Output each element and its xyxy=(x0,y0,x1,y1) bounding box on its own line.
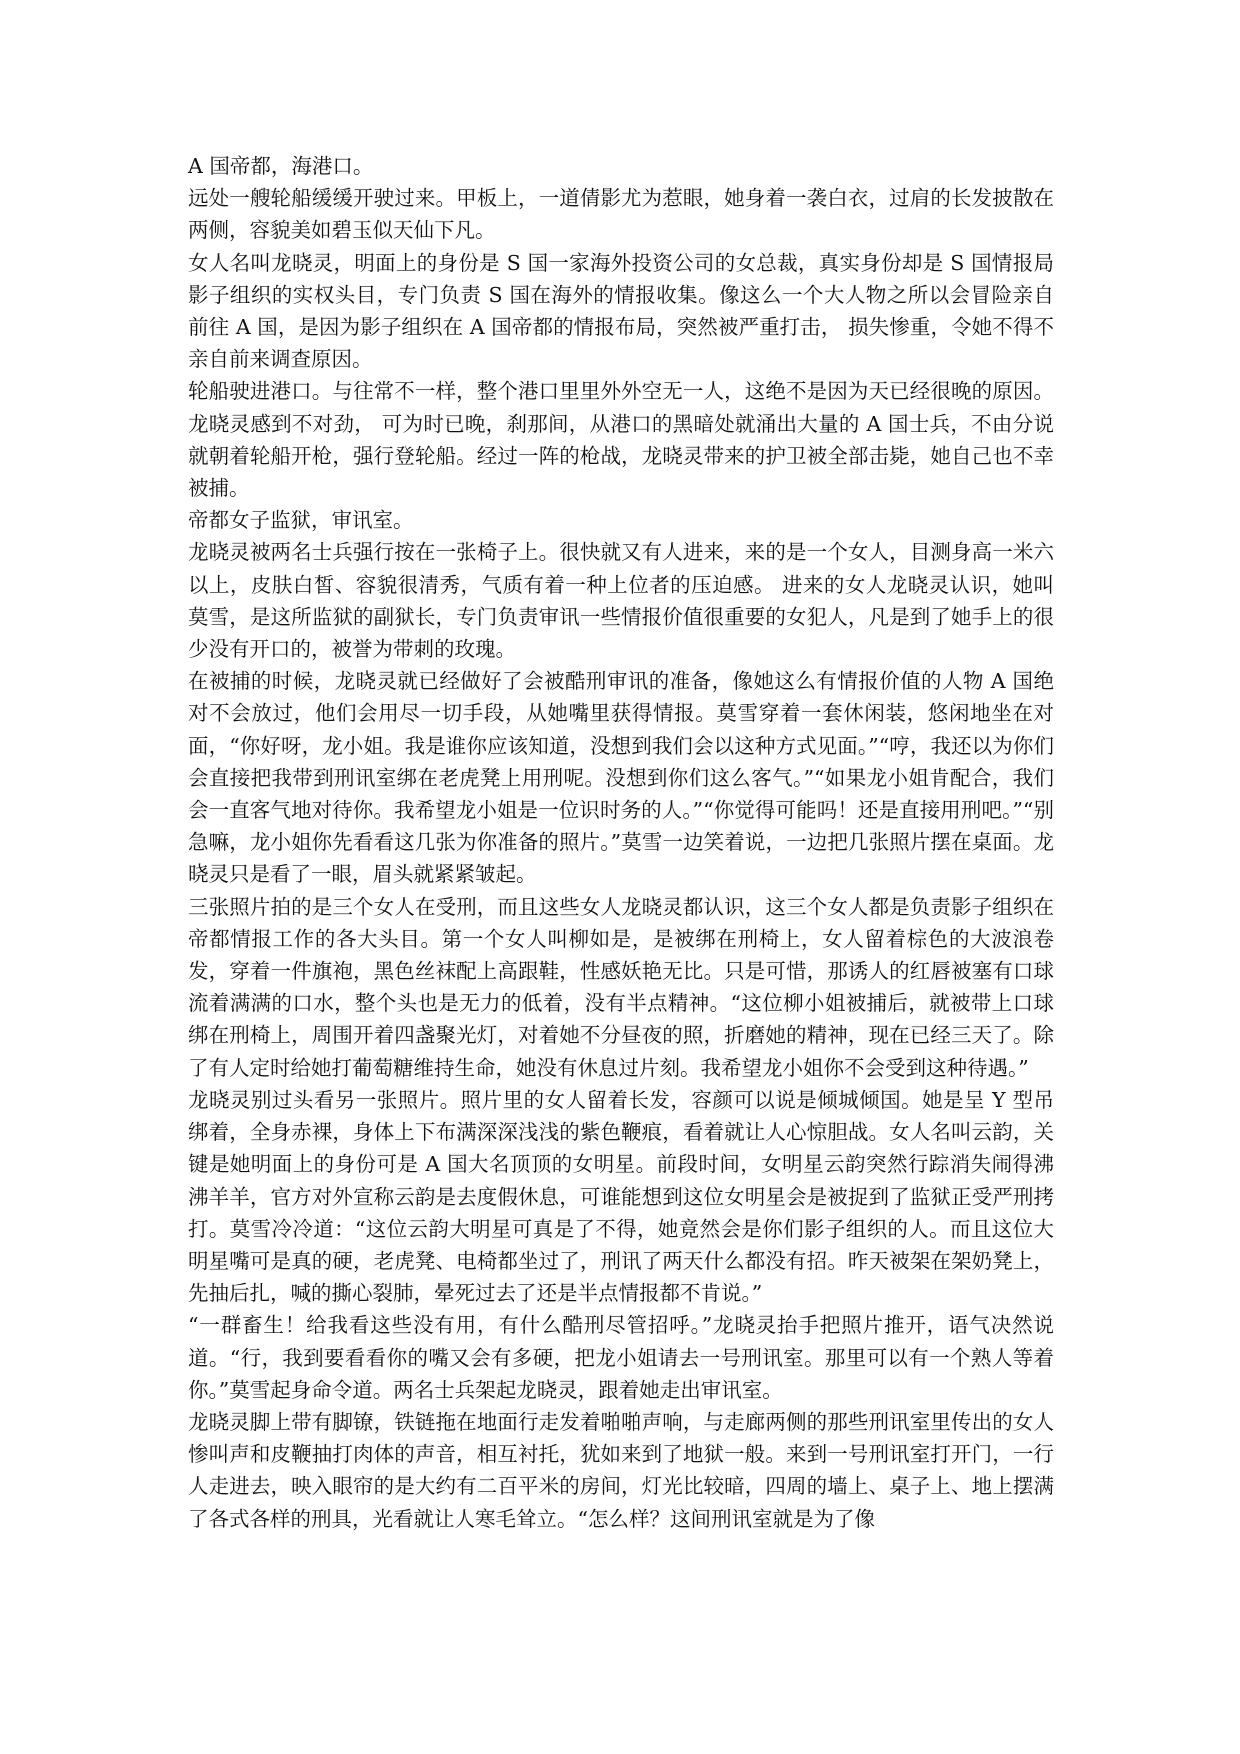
document-page xyxy=(188,150,1054,1535)
paragraph-second-photo: 龙晓灵别过头看另一张照片。照片里的女人留着长发，容颜可以说是倾城倾国。她是呈 Y 型吊绑着，全身赤裸，身体上下布满深深浅浅的紫色鞭痕，看着就让人心惊胆战。女人名叫云韵，关键是她明面上的身份可是 A 国大名顶顶的女明星。前段时间，女明星云韵突然行踪消失闹得沸沸羊羊，官方对外宣称云韵是去度假休息，可谁能想到这位女明星会是被捉到了监狱正受严刑拷打。莫雪冷冷道：“这位云韵大明星可真是了不得，她竟然会是你们影子组织的人。而且这位大明星嘴可是真的硬，老虎凳、电椅都坐过了，刑讯了两天什么都没有招。昨天被架在架奶凳上，先抽后扎，喊的撕心裂肺，晕死过去了还是半点情报都不肯说。” xyxy=(188,1087,1054,1306)
paragraph-ambush-capture: 轮船驶进港口。与往常不一样，整个港口里里外外空无一人，这绝不是因为天已经很晚的原因。龙晓灵感到不对劲， 可为时已晚，刹那间，从港口的黑暗处就涌出大量的 A 国士兵，不由分说就朝着轮船开枪，强行登轮船。经过一阵的枪战，龙晓灵带来的护卫被全部击毙，她自己也不幸被捕。 xyxy=(188,379,1054,501)
paragraph-interrogation-dialogue: 在被捕的时候，龙晓灵就已经做好了会被酷刑审讯的准备，像她这么有情报价值的人物 A 国绝对不会放过，他们会用尽一切手段，从她嘴里获得情报。莫雪穿着一套休闲装，悠闲地坐在对面，“你好呀，龙小姐。我是谁你应该知道，没想到我们会以这种方式见面。”“哼，我还以为你们会直接把我带到刑讯室绑在老虎凳上用刑呢。没想到你们这么客气。”“如果龙小姐肯配合，我们会一直客气地对待你。我希望龙小姐是一位识时务的人。”“你觉得可能吗！还是直接用刑吧。”“别急嘛，龙小姐你先看看这几张为你准备的照片。”莫雪一边笑着说，一边把几张照片摆在桌面。龙晓灵只是看了一眼，眉头就紧紧皱起。 xyxy=(188,669,1054,887)
paragraph-ship-arrival: 远处一艘轮船缓缓开驶过来。甲板上，一道倩影尤为惹眼，她身着一袭白衣，过肩的长发披散在两侧，容貌美如碧玉似天仙下凡。 xyxy=(188,186,1054,243)
paragraph-refusal: “一群畜生！给我看这些没有用，有什么酷刑尽管招呼。”龙晓灵抬手把照片推开，语气决然说道。“行，我到要看看你的嘴又会有多硬，把龙小姐请去一号刑讯室。那里可以有一个熟人等着你。”莫雪起身命令道。两名士兵架起龙晓灵，跟着她走出审讯室。 xyxy=(188,1313,1054,1402)
paragraph-long-xiaoling-identity: 女人名叫龙晓灵，明面上的身份是 S 国一家海外投资公司的女总裁，真实身份却是 S 国情报局影子组织的实权头目，专门负责 S 国在海外的情报收集。像这么一个大人物之所以会冒险亲自前往 A 国，是因为影子组织在 A 国帝都的情报布局，突然被严重打击， 损失惨重，令她不得不亲自前来调查原因。 xyxy=(188,250,1054,372)
paragraph-corridor: 龙晓灵脚上带有脚镣，铁链拖在地面行走发着啪啪声响，与走廊两侧的那些刑讯室里传出的女人惨叫声和皮鞭抽打肉体的声音，相互衬托，犹如来到了地狱一般。来到一号刑讯室打开门，一行人走进去，映入眼帘的是大约有二百平米的房间，灯光比较暗，四周的墙上、桌子上、地上摆满了各式各样的刑具，光看就让人寒毛耸立。“怎么样？这间刑讯室就是为了像 xyxy=(188,1409,1054,1531)
paragraph-location-prison: 帝都女子监狱，审讯室。 xyxy=(188,508,414,533)
paragraph-mo-xue-intro: 龙晓灵被两名士兵强行按在一张椅子上。很快就又有人进来，来的是一个女人，目测身高一米六以上，皮肤白皙、容貌很清秀，气质有着一种上位者的压迫感。 进来的女人龙晓灵认识，她叫莫雪，是这所监狱的副狱长，专门负责审讯一些情报价值很重要的女犯人，凡是到了她手上的很少没有开口的，被誉为带刺的玫瑰。 xyxy=(188,540,1054,662)
paragraph-three-photos: 三张照片拍的是三个女人在受刑，而且这些女人龙晓灵都认识，这三个女人都是负责影子组织在帝都情报工作的各大头目。第一个女人叫柳如是，是被绑在刑椅上，女人留着棕色的大波浪卷发，穿着一件旗袍，黑色丝袜配上高跟鞋，性感妖艳无比。只是可惜，那诱人的红唇被塞有口球流着满满的口水，整个头也是无力的低着，没有半点精神。“这位柳小姐被捕后，就被带上口球绑在刑椅上，周围开着四盏聚光灯，对着她不分昼夜的照，折磨她的精神，现在已经三天了。除了有人定时给她打葡萄糖维持生命，她没有休息过片刻。我希望龙小姐你不会受到这种待遇。” xyxy=(188,894,1054,1080)
paragraph-location-harbor: A 国帝都，海港口。 xyxy=(188,154,374,178)
